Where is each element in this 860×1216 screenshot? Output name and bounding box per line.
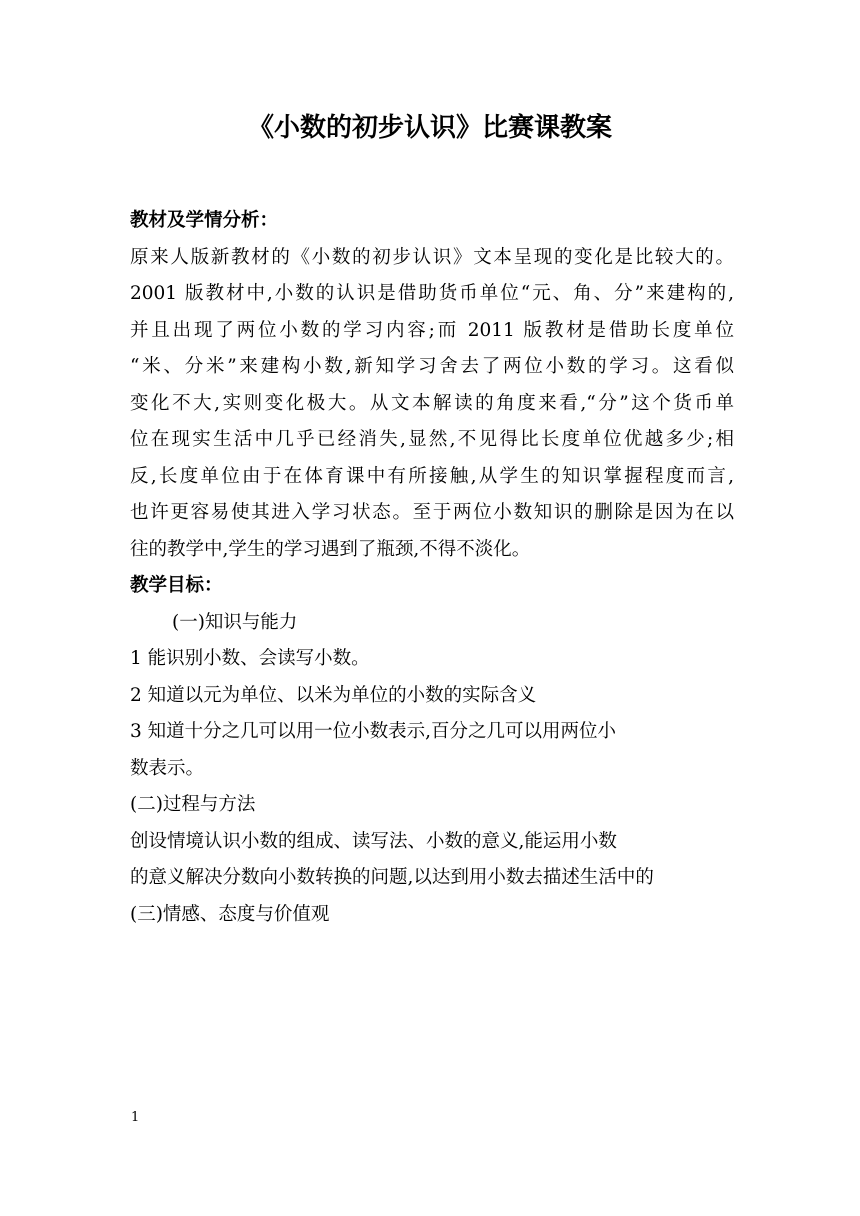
analysis-line: 并且出现了两位小数的学习内容;而 2011 版教材是借助长度单位 — [130, 319, 734, 341]
attitude-heading: (三)情感、态度与价值观 — [130, 903, 330, 925]
analysis-line: 2001 版教材中,小数的认识是借助货币单位“元、角、分”来建构的, — [130, 283, 734, 304]
knowledge-item: 1 能识别小数、会读写小数。 — [130, 648, 370, 669]
process-heading: (二)过程与方法 — [130, 794, 256, 815]
analysis-line: 原来人版新教材的《小数的初步认识》文本呈现的变化是比较大的。 — [130, 246, 734, 268]
analysis-line: 反,长度单位由于在体育课中有所接触,从学生的知识掌握程度而言, — [130, 465, 734, 487]
analysis-heading: 教材及学情分析： — [130, 210, 279, 231]
analysis-line: “米、分米”来建构小数,新知学习舍去了两位小数的学习。这看似 — [130, 356, 734, 377]
analysis-line: 往的教学中,学生的学习遇到了瓶颈,不得不淡化。 — [130, 538, 531, 560]
knowledge-item: 3 知道十分之几可以用一位小数表示,百分之几可以用两位小 — [130, 721, 617, 742]
knowledge-item: 2 知道以元为单位、以米为单位的小数的实际含义 — [130, 684, 537, 706]
knowledge-heading: (一)知识与能力 — [172, 611, 298, 633]
document-body — [130, 203, 734, 933]
analysis-paragraph — [130, 240, 734, 569]
analysis-line: 位在现实生活中几乎已经消失,显然,不见得比长度单位优越多少;相 — [130, 429, 734, 450]
document-title: 《小数的初步认识》比赛课教案 — [247, 113, 612, 143]
analysis-line: 也许更容易使其进入学习状态。至于两位小数知识的删除是因为在以 — [130, 502, 734, 523]
process-line: 的意义解决分数向小数转换的问题,以达到用小数去描述生活中的 — [130, 867, 654, 888]
process-line: 创设情境认识小数的组成、读写法、小数的意义,能运用小数 — [130, 830, 617, 852]
knowledge-item: 数表示。 — [130, 757, 205, 779]
page-number: 1 — [131, 1110, 140, 1125]
analysis-line: 变化不大,实则变化极大。从文本解读的角度来看,“分”这个货币单 — [130, 392, 734, 414]
goals-heading: 教学目标： — [130, 575, 223, 596]
